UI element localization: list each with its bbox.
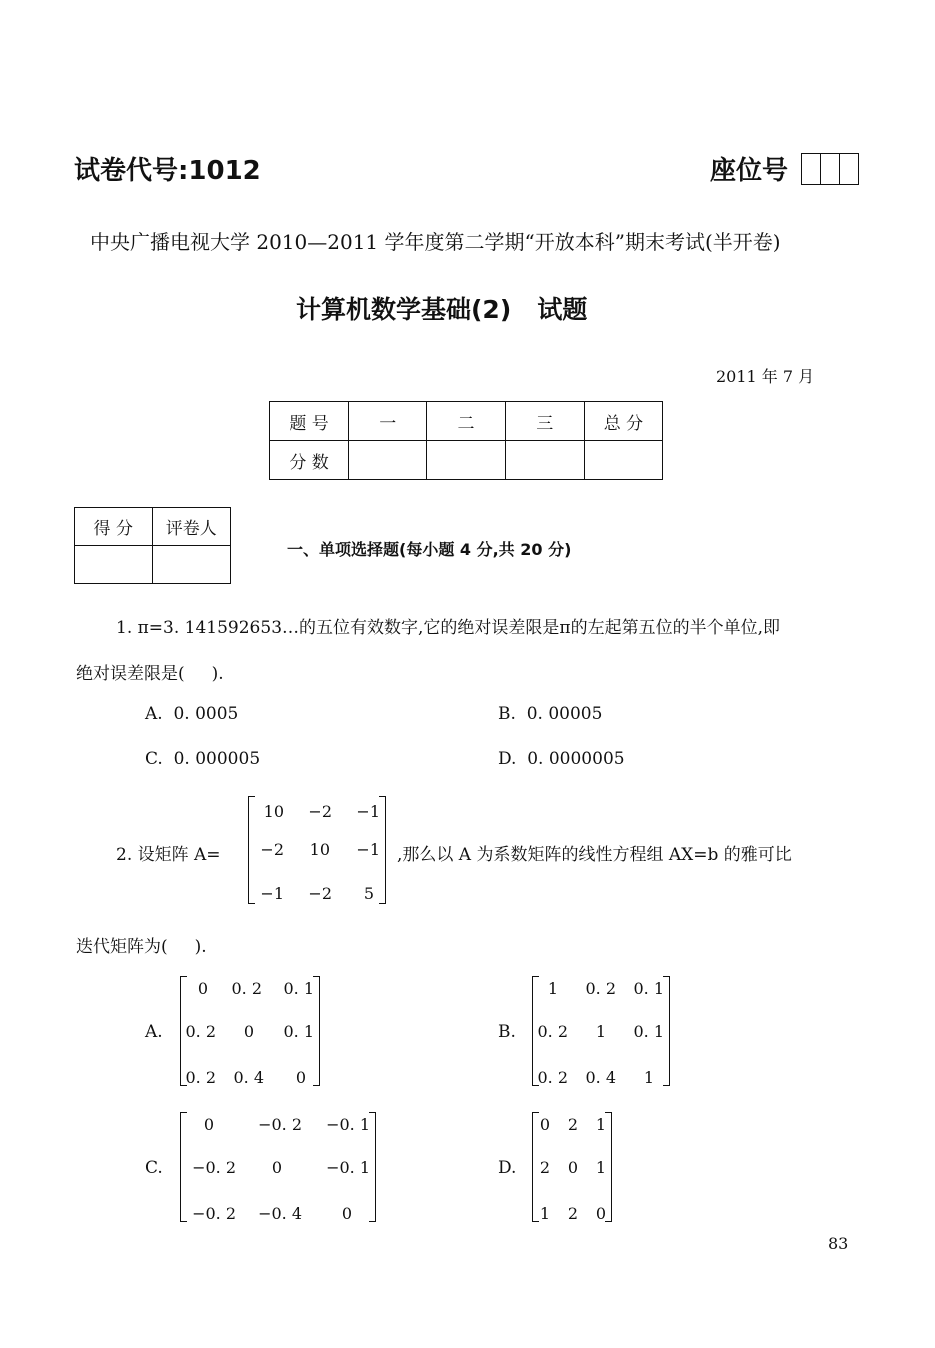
matrix-cell: 0 bbox=[197, 979, 208, 998]
matrix-cell: 0. 2 bbox=[231, 979, 262, 998]
matrix-cell: −0. 1 bbox=[326, 1158, 370, 1177]
q2-suffix: ,那么以 A 为系数矩阵的线性方程组 AX=b 的雅可比 bbox=[397, 845, 792, 865]
bracket-right bbox=[379, 796, 386, 904]
matrix-cell: 2 bbox=[539, 1158, 550, 1177]
q2-option-a-matrix[interactable] bbox=[180, 976, 320, 1086]
matrix-cell: 0. 4 bbox=[585, 1068, 616, 1087]
matrix-cell: −2 bbox=[308, 802, 332, 821]
matrix-cell: 0. 1 bbox=[633, 1022, 664, 1041]
q1-option-c[interactable]: C. 0. 000005 bbox=[145, 749, 261, 769]
q2-option-a-label[interactable]: A. bbox=[145, 1022, 163, 1042]
matrix-cell: 0 bbox=[271, 1158, 282, 1177]
matrix-cell: −1 bbox=[356, 802, 380, 821]
score-cell-1[interactable] bbox=[349, 441, 427, 480]
matrix-cell: 1 bbox=[539, 1204, 550, 1223]
seat-label: 座位号 bbox=[710, 156, 789, 186]
matrix-cell: 0 bbox=[243, 1022, 254, 1041]
matrix-cell: 1 bbox=[595, 1115, 606, 1134]
matrix-cell: 0. 1 bbox=[633, 979, 664, 998]
score-header-number: 题 号 bbox=[270, 402, 349, 441]
page-number: 83 bbox=[828, 1234, 849, 1253]
matrix-cell: 0 bbox=[295, 1068, 306, 1087]
q1-line-1: 1. π=3. 141592653…的五位有效数字,它的绝对误差限是π的左起第五位的半个单位,即 bbox=[116, 618, 780, 638]
matrix-cell: 1 bbox=[595, 1022, 606, 1041]
score-cell-3[interactable] bbox=[505, 441, 584, 480]
matrix-cell: 0. 2 bbox=[537, 1022, 568, 1041]
q2-matrix-a bbox=[248, 796, 386, 904]
score-header-1: 一 bbox=[349, 402, 427, 441]
section-1-title: 一、单项选择题(每小题 4 分,共 20 分) bbox=[287, 540, 572, 559]
q2-line-2: 迭代矩阵为( ). bbox=[76, 937, 207, 957]
matrix-cell: 0. 2 bbox=[585, 979, 616, 998]
matrix-cell: 10 bbox=[309, 840, 330, 859]
matrix-cell: −0. 2 bbox=[192, 1204, 236, 1223]
matrix-cell: 1 bbox=[643, 1068, 654, 1087]
grader-name-cell[interactable] bbox=[152, 546, 231, 584]
matrix-cell: −2 bbox=[308, 884, 332, 903]
matrix-cell: 0 bbox=[567, 1158, 578, 1177]
matrix-cell: 1 bbox=[547, 979, 558, 998]
score-cell-2[interactable] bbox=[427, 441, 505, 480]
matrix-cell: 0. 1 bbox=[283, 979, 314, 998]
matrix-cell: 0. 2 bbox=[185, 1022, 216, 1041]
grader-score-cell[interactable] bbox=[75, 546, 153, 584]
matrix-cell: −1 bbox=[356, 840, 380, 859]
q2-option-c-label[interactable]: C. bbox=[145, 1158, 163, 1178]
seat-number-boxes[interactable] bbox=[801, 153, 859, 185]
matrix-cell: −0. 2 bbox=[192, 1158, 236, 1177]
matrix-cell: 0 bbox=[595, 1204, 606, 1223]
subject-title: 计算机数学基础(2) 试题 bbox=[296, 295, 588, 324]
score-cell-total[interactable] bbox=[584, 441, 662, 480]
matrix-cell: 0 bbox=[539, 1115, 550, 1134]
matrix-cell: −0. 2 bbox=[258, 1115, 302, 1134]
matrix-cell: 0. 2 bbox=[537, 1068, 568, 1087]
grader-score-label: 得 分 bbox=[75, 508, 153, 546]
score-header-2: 二 bbox=[427, 402, 505, 441]
matrix-cell: 2 bbox=[567, 1204, 578, 1223]
q2-option-c-matrix[interactable] bbox=[180, 1112, 376, 1222]
q2-prefix: 2. 设矩阵 A= bbox=[116, 845, 221, 865]
paper-code: 试卷代号:1012 bbox=[74, 156, 261, 186]
grader-box bbox=[74, 507, 231, 584]
matrix-cell: −1 bbox=[260, 884, 284, 903]
matrix-cell: 5 bbox=[363, 884, 374, 903]
matrix-cell: 10 bbox=[263, 802, 284, 821]
q1-line-2: 绝对误差限是( ). bbox=[76, 664, 224, 684]
q2-option-b-label[interactable]: B. bbox=[498, 1022, 516, 1042]
exam-date: 2011 年 7 月 bbox=[716, 367, 815, 386]
bracket-right bbox=[605, 1112, 612, 1222]
q1-option-d[interactable]: D. 0. 0000005 bbox=[498, 749, 625, 769]
grader-name-label: 评卷人 bbox=[152, 508, 231, 546]
matrix-cell: −2 bbox=[260, 840, 284, 859]
matrix-cell: 2 bbox=[567, 1115, 578, 1134]
bracket-right bbox=[663, 976, 670, 1086]
score-header-total: 总 分 bbox=[584, 402, 662, 441]
seat-box-divider-2 bbox=[839, 154, 840, 184]
q1-option-b[interactable]: B. 0. 00005 bbox=[498, 704, 603, 724]
matrix-cell: 0. 4 bbox=[233, 1068, 264, 1087]
score-table bbox=[269, 401, 663, 480]
bracket-right bbox=[369, 1112, 376, 1222]
q2-option-d-label[interactable]: D. bbox=[498, 1158, 517, 1178]
exam-line: 中央广播电视大学 2010—2011 学年度第二学期“开放本科”期末考试(半开卷) bbox=[90, 230, 781, 254]
score-header-3: 三 bbox=[505, 402, 584, 441]
score-row-label: 分 数 bbox=[270, 441, 349, 480]
q2-option-d-matrix[interactable] bbox=[532, 1112, 612, 1222]
seat-box-divider-1 bbox=[820, 154, 821, 184]
bracket-right bbox=[313, 976, 320, 1086]
matrix-cell: −0. 1 bbox=[326, 1115, 370, 1134]
q2-option-b-matrix[interactable] bbox=[532, 976, 670, 1086]
matrix-cell: 0 bbox=[341, 1204, 352, 1223]
matrix-cell: 1 bbox=[595, 1158, 606, 1177]
matrix-cell: 0. 1 bbox=[283, 1022, 314, 1041]
q1-option-a[interactable]: A. 0. 0005 bbox=[145, 704, 239, 724]
matrix-cell: −0. 4 bbox=[258, 1204, 302, 1223]
matrix-cell: 0 bbox=[203, 1115, 214, 1134]
matrix-cell: 0. 2 bbox=[185, 1068, 216, 1087]
